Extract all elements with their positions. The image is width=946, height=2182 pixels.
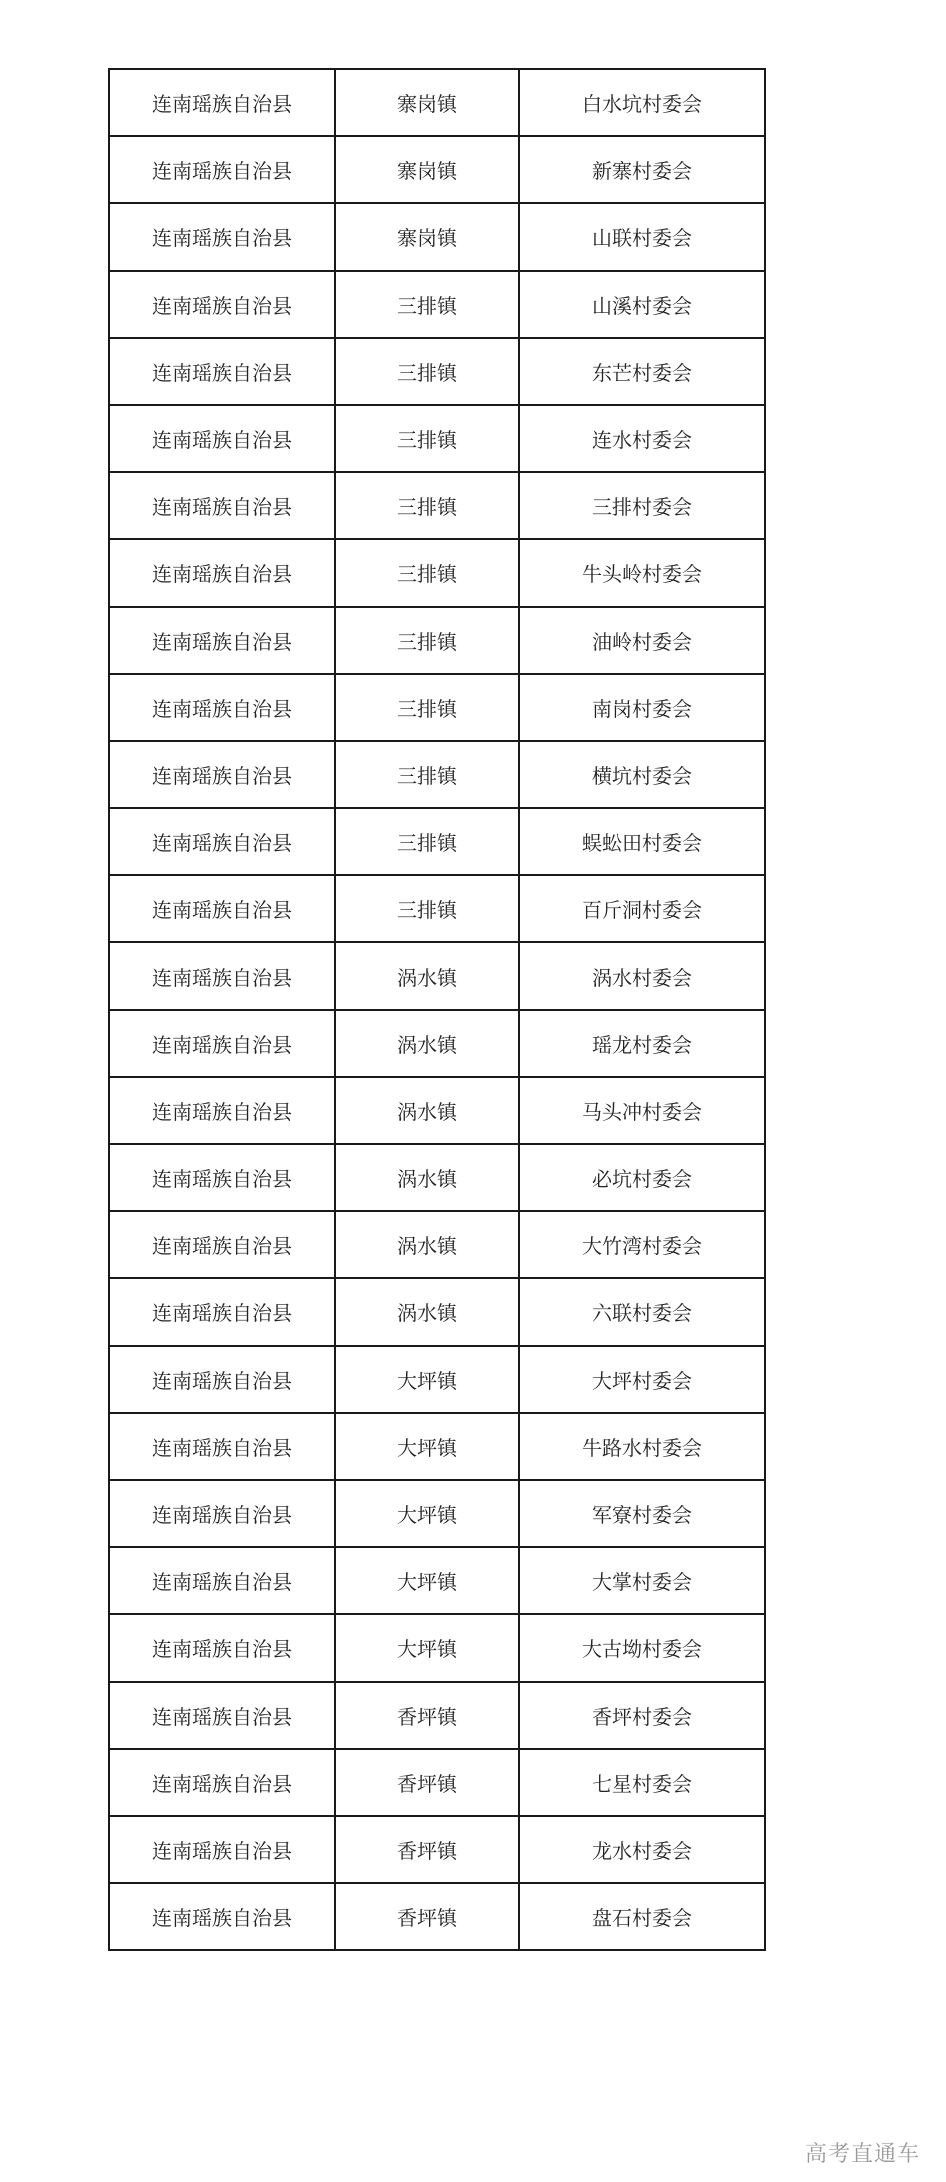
county-cell: 连南瑶族自治县 — [109, 69, 335, 136]
village-cell: 东芒村委会 — [519, 338, 765, 405]
county-cell: 连南瑶族自治县 — [109, 942, 335, 1009]
town-cell: 寨岗镇 — [335, 203, 519, 270]
village-cell: 油岭村委会 — [519, 607, 765, 674]
village-cell: 盘石村委会 — [519, 1883, 765, 1950]
table-row — [109, 741, 765, 808]
county-cell: 连南瑶族自治县 — [109, 808, 335, 875]
town-cell: 寨岗镇 — [335, 69, 519, 136]
county-cell: 连南瑶族自治县 — [109, 875, 335, 942]
town-cell: 三排镇 — [335, 741, 519, 808]
county-cell: 连南瑶族自治县 — [109, 674, 335, 741]
village-cell: 牛头岭村委会 — [519, 539, 765, 606]
county-cell: 连南瑶族自治县 — [109, 1682, 335, 1749]
village-cell: 瑶龙村委会 — [519, 1010, 765, 1077]
table-row — [109, 405, 765, 472]
village-cell: 横坑村委会 — [519, 741, 765, 808]
town-cell: 三排镇 — [335, 808, 519, 875]
county-cell: 连南瑶族自治县 — [109, 1278, 335, 1345]
county-cell: 连南瑶族自治县 — [109, 539, 335, 606]
county-cell: 连南瑶族自治县 — [109, 1749, 335, 1816]
county-cell: 连南瑶族自治县 — [109, 1480, 335, 1547]
county-cell: 连南瑶族自治县 — [109, 1883, 335, 1950]
table-row — [109, 1413, 765, 1480]
town-cell: 三排镇 — [335, 875, 519, 942]
village-cell: 三排村委会 — [519, 472, 765, 539]
village-cell: 山溪村委会 — [519, 271, 765, 338]
table-row — [109, 338, 765, 405]
village-cell: 香坪村委会 — [519, 1682, 765, 1749]
village-cell: 大竹湾村委会 — [519, 1211, 765, 1278]
table-row — [109, 1749, 765, 1816]
county-cell: 连南瑶族自治县 — [109, 1413, 335, 1480]
village-cell: 白水坑村委会 — [519, 69, 765, 136]
county-cell: 连南瑶族自治县 — [109, 607, 335, 674]
village-cell: 龙水村委会 — [519, 1816, 765, 1883]
county-cell: 连南瑶族自治县 — [109, 338, 335, 405]
town-cell: 寨岗镇 — [335, 136, 519, 203]
county-cell: 连南瑶族自治县 — [109, 1346, 335, 1413]
county-cell: 连南瑶族自治县 — [109, 136, 335, 203]
table-row — [109, 136, 765, 203]
village-cell: 南岗村委会 — [519, 674, 765, 741]
county-cell: 连南瑶族自治县 — [109, 203, 335, 270]
table-row — [109, 1010, 765, 1077]
table-row — [109, 1278, 765, 1345]
table-row — [109, 1211, 765, 1278]
table-row — [109, 1077, 765, 1144]
table-row — [109, 271, 765, 338]
village-cell: 涡水村委会 — [519, 942, 765, 1009]
table-body — [109, 69, 765, 1950]
county-cell: 连南瑶族自治县 — [109, 741, 335, 808]
town-cell: 三排镇 — [335, 607, 519, 674]
county-cell: 连南瑶族自治县 — [109, 1816, 335, 1883]
town-cell: 涡水镇 — [335, 1211, 519, 1278]
town-cell: 香坪镇 — [335, 1749, 519, 1816]
village-cell: 马头冲村委会 — [519, 1077, 765, 1144]
village-cell: 必坑村委会 — [519, 1144, 765, 1211]
village-cell: 新寨村委会 — [519, 136, 765, 203]
county-cell: 连南瑶族自治县 — [109, 1010, 335, 1077]
town-cell: 涡水镇 — [335, 1144, 519, 1211]
table-row — [109, 1816, 765, 1883]
village-cell: 蜈蚣田村委会 — [519, 808, 765, 875]
town-cell: 涡水镇 — [335, 1010, 519, 1077]
town-cell: 三排镇 — [335, 472, 519, 539]
village-cell: 牛路水村委会 — [519, 1413, 765, 1480]
town-cell: 大坪镇 — [335, 1346, 519, 1413]
table-row — [109, 942, 765, 1009]
county-cell: 连南瑶族自治县 — [109, 1144, 335, 1211]
table-row — [109, 607, 765, 674]
table-row — [109, 1883, 765, 1950]
table-row — [109, 1547, 765, 1614]
county-cell: 连南瑶族自治县 — [109, 472, 335, 539]
town-cell: 香坪镇 — [335, 1682, 519, 1749]
county-cell: 连南瑶族自治县 — [109, 1547, 335, 1614]
town-cell: 涡水镇 — [335, 1278, 519, 1345]
table-row — [109, 539, 765, 606]
table-row — [109, 1614, 765, 1681]
village-cell: 山联村委会 — [519, 203, 765, 270]
town-cell: 涡水镇 — [335, 942, 519, 1009]
table-row — [109, 69, 765, 136]
village-cell: 六联村委会 — [519, 1278, 765, 1345]
village-cell: 百斤洞村委会 — [519, 875, 765, 942]
town-cell: 大坪镇 — [335, 1413, 519, 1480]
town-cell: 大坪镇 — [335, 1547, 519, 1614]
village-committee-table — [108, 68, 766, 1951]
table-container — [108, 68, 766, 1951]
town-cell: 三排镇 — [335, 539, 519, 606]
table-row — [109, 1144, 765, 1211]
county-cell: 连南瑶族自治县 — [109, 405, 335, 472]
table-row — [109, 1346, 765, 1413]
table-row — [109, 674, 765, 741]
town-cell: 三排镇 — [335, 271, 519, 338]
village-cell: 军寮村委会 — [519, 1480, 765, 1547]
table-row — [109, 1480, 765, 1547]
village-cell: 大掌村委会 — [519, 1547, 765, 1614]
table-row — [109, 1682, 765, 1749]
town-cell: 三排镇 — [335, 338, 519, 405]
town-cell: 香坪镇 — [335, 1883, 519, 1950]
county-cell: 连南瑶族自治县 — [109, 1211, 335, 1278]
village-cell: 大坪村委会 — [519, 1346, 765, 1413]
town-cell: 大坪镇 — [335, 1614, 519, 1681]
town-cell: 三排镇 — [335, 405, 519, 472]
table-row — [109, 875, 765, 942]
town-cell: 三排镇 — [335, 674, 519, 741]
village-cell: 大古坳村委会 — [519, 1614, 765, 1681]
village-cell: 七星村委会 — [519, 1749, 765, 1816]
table-row — [109, 808, 765, 875]
table-row — [109, 472, 765, 539]
county-cell: 连南瑶族自治县 — [109, 1614, 335, 1681]
village-cell: 连水村委会 — [519, 405, 765, 472]
town-cell: 大坪镇 — [335, 1480, 519, 1547]
table-row — [109, 203, 765, 270]
watermark-text: 高考直通车 — [804, 2142, 920, 2167]
town-cell: 香坪镇 — [335, 1816, 519, 1883]
county-cell: 连南瑶族自治县 — [109, 1077, 335, 1144]
town-cell: 涡水镇 — [335, 1077, 519, 1144]
county-cell: 连南瑶族自治县 — [109, 271, 335, 338]
